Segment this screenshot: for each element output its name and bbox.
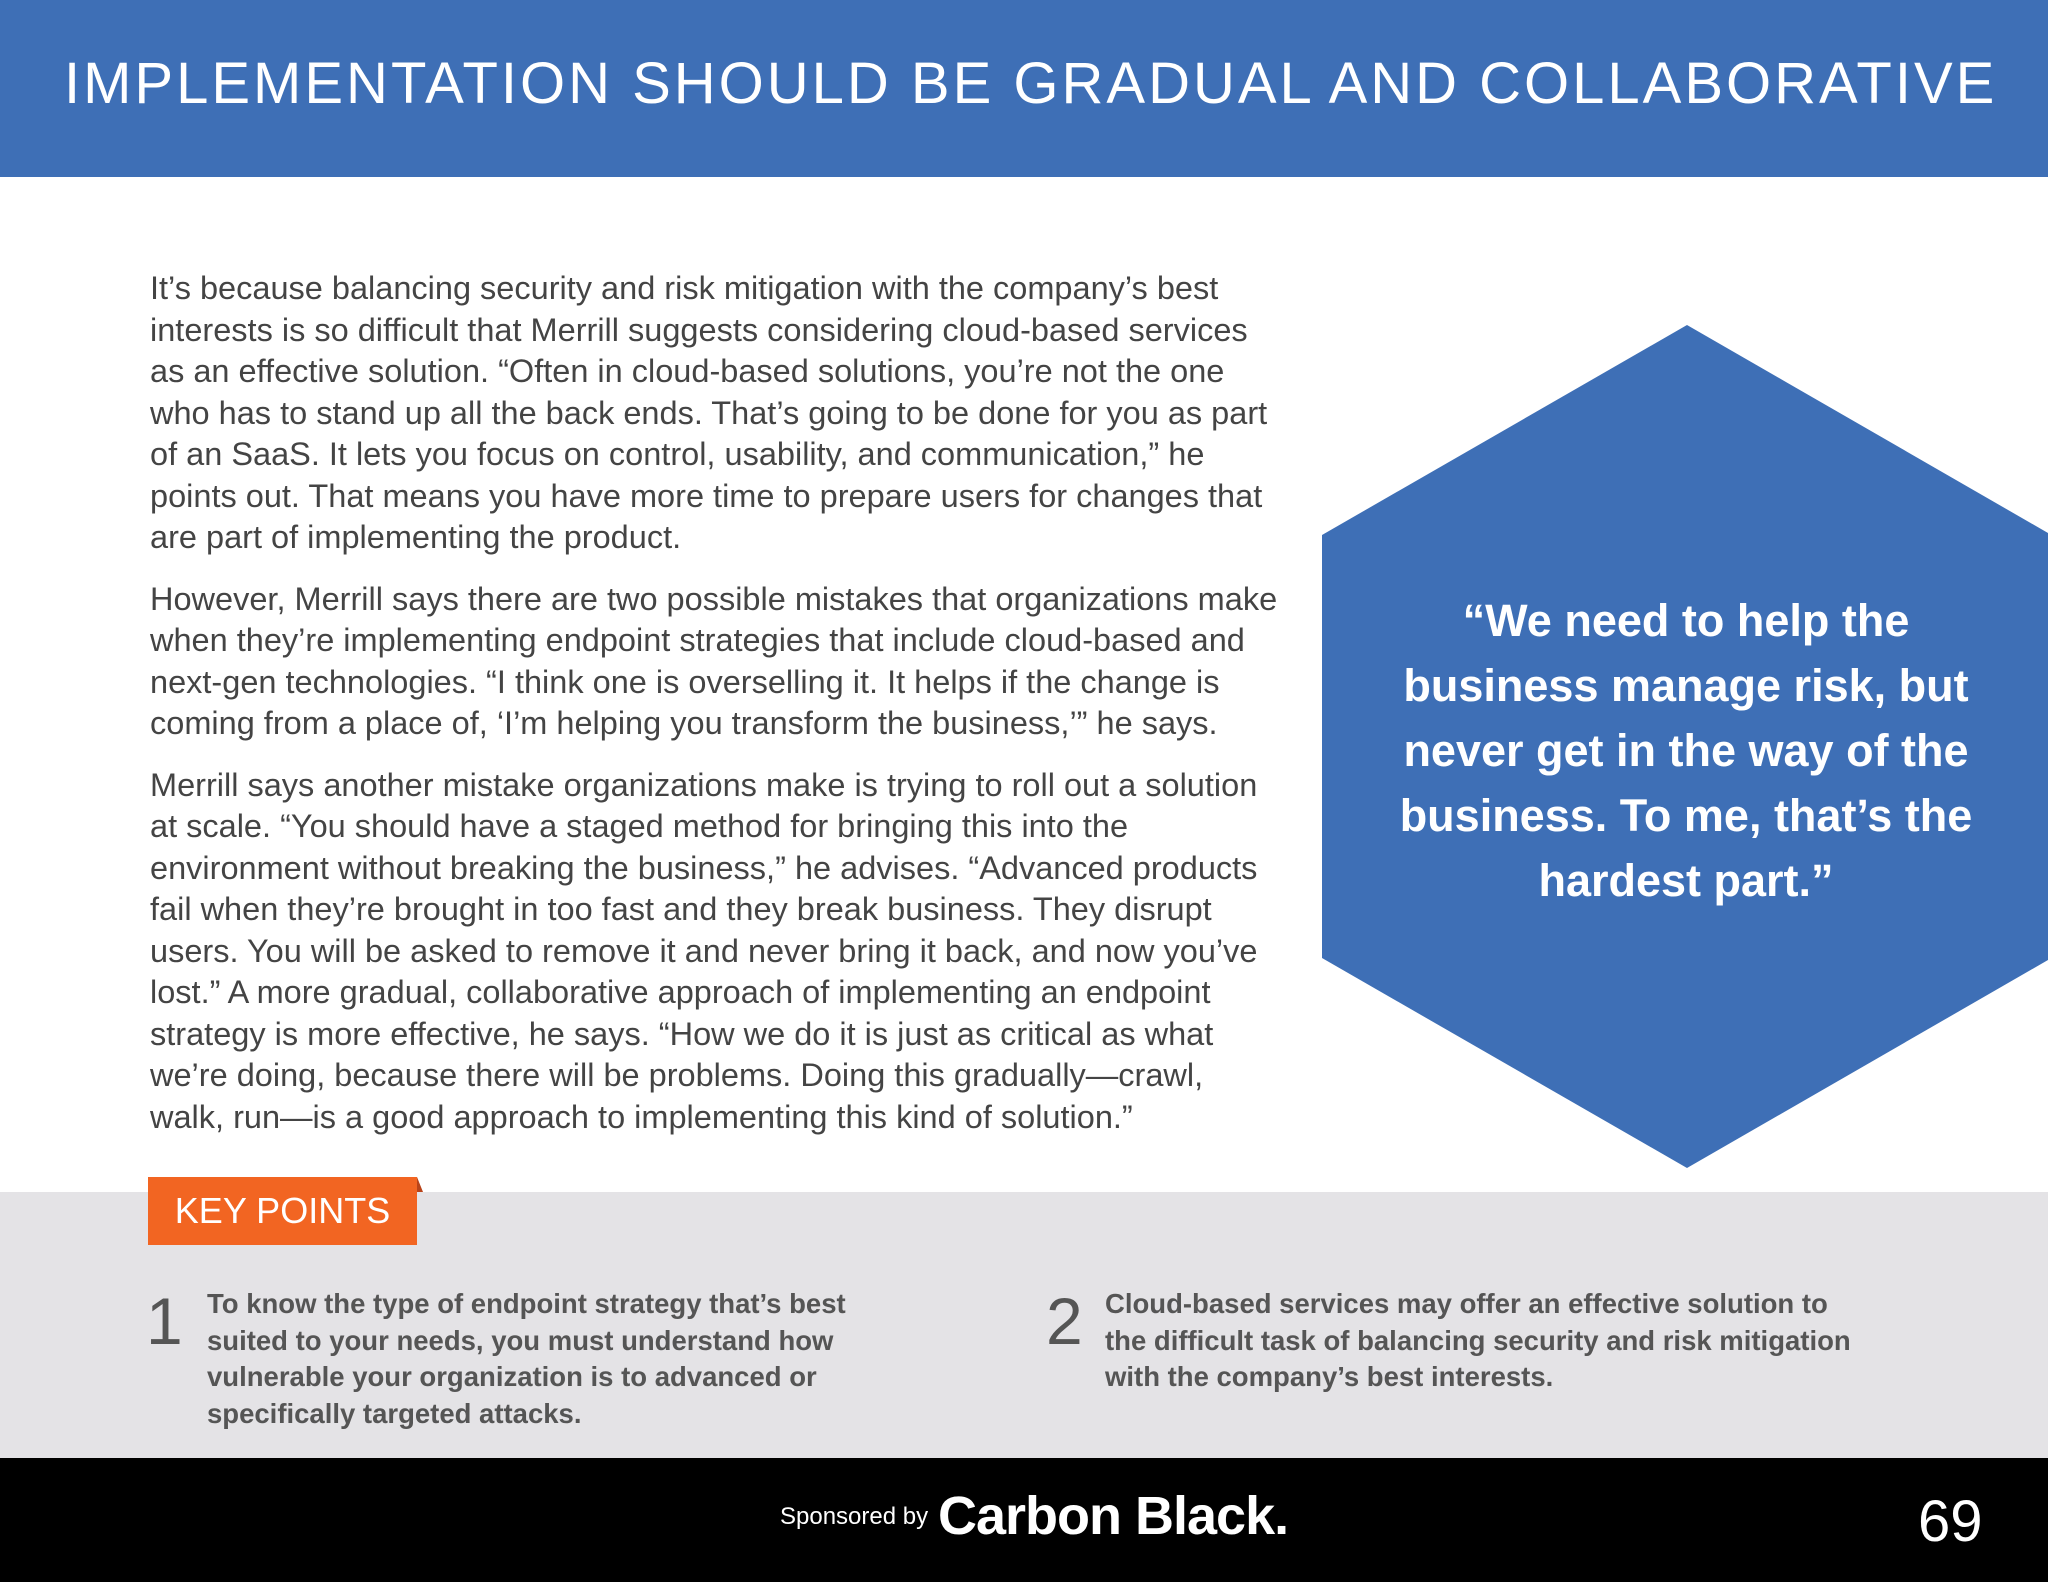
key-points-label: KEY POINTS: [148, 1177, 417, 1245]
key-point-number: 1: [146, 1284, 183, 1358]
sponsored-label: Sponsored by: [780, 1503, 929, 1530]
article-paragraph: However, Merrill says there are two possible mistakes that organizations make when they’re implementing endpoint strategies that include cloud-based and next-gen technologies. “I think one is overselling it. It helps if the change is coming from a place of, ‘I’m helping you transform the business,’” he says.: [150, 580, 1278, 741]
header-banner: [0, 0, 2048, 177]
page-number: 69: [1918, 1489, 1983, 1554]
article-paragraph: It’s because balancing security and risk mitigation with the company’s best interests is so difficult that Merrill suggests considering cloud-based services as an effective solution. “Often in cloud-based solutions, you’re not the one who has to stand up all the back ends. That’s going to be done for you as part of an SaaS. It lets you focus on control, usability, and communication,” he points out. That means you have more time to prepare users for changes that are part of implementing the product.: [150, 270, 1268, 555]
key-point-text: Cloud-based services may offer an effective solution to the difficult task of balancing security and risk mitigation with the company’s best interests.: [1105, 1288, 1851, 1392]
article-paragraph: Merrill says another mistake organizations make is trying to roll out a solution at scale. “You should have a staged method for bringing this into the environment without breaking the business,” he advises. “Advanced products fail when they’re brought in too fast and they break business. They disrupt users. You will be asked to remove it and never bring it back, and now you’ve lost.” A more gradual, collaborative approach of implementing an endpoint strategy is more effective, he says. “How we do it is just as critical as what we’re doing, because there will be problems. Doing this gradually—crawl, walk, run—is a good approach to implementing this kind of solution.”: [150, 766, 1258, 1135]
key-point-text: To know the type of endpoint strategy that’s best suited to your needs, you must understand how vulnerable your organization is to advanced or specifically targeted attacks.: [207, 1288, 846, 1429]
pull-quote: “We need to help the business manage risk, but never get in the way of the business. To me, that’s the hardest part.”: [1399, 595, 1973, 906]
sponsor-logo: Carbon Black.: [938, 1486, 1289, 1546]
page-title: IMPLEMENTATION SHOULD BE GRADUAL AND COLLABORATIVE: [64, 51, 1998, 116]
key-points-label-fold: [417, 1177, 423, 1192]
key-point-number: 2: [1046, 1284, 1083, 1358]
article-body: [150, 268, 1280, 1158]
